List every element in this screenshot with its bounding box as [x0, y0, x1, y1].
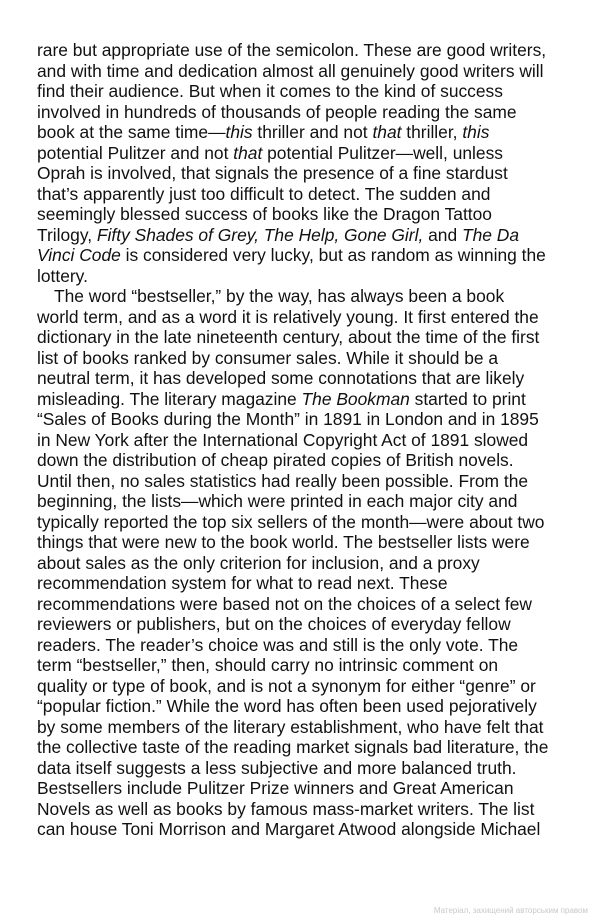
text-line [37, 143, 567, 164]
text-segment: term “bestseller,” then, should carry no intrinsic comment on [37, 655, 499, 675]
text-line [37, 266, 567, 287]
text-line [37, 491, 567, 512]
text-line [37, 512, 567, 533]
text-segment: The word “bestseller,” by the way, has always been a book [54, 286, 505, 306]
text-line [37, 676, 567, 697]
text-line [37, 758, 567, 779]
text-segment: potential Pulitzer—well, unless [262, 142, 503, 163]
text-segment: rare but appropriate use of the semicolon. These are good writers, [37, 40, 547, 60]
text-segment: seemingly blessed success of books like the Dragon Tattoo [37, 204, 492, 224]
italic-text: that [372, 122, 402, 142]
text-line [37, 717, 567, 738]
text-segment: down the distribution of cheap pirated copies of British novels. [37, 450, 514, 470]
text-segment: “Sales of Books during the Month” in 1891 in London and in 1895 [37, 409, 539, 429]
text-line [37, 430, 567, 451]
text-segment: that’s apparently just too difficult to detect. The sudden and [37, 183, 491, 204]
text-segment: things that were new to the book world. The bestseller lists were [37, 532, 530, 552]
text-line [37, 696, 567, 717]
text-line [37, 778, 567, 799]
text-segment: quality or type of book, and is not a synonym for either “genre” or [37, 675, 536, 696]
text-line [37, 327, 567, 348]
text-segment: by some members of the literary establishment, who have felt that [37, 716, 544, 737]
text-line [37, 163, 567, 184]
text-line [37, 286, 567, 307]
text-segment: recommendations were based not on the choices of a select few [37, 593, 532, 614]
text-line [37, 532, 567, 553]
text-segment: Bestsellers include Pulitzer Prize winners and Great American [37, 778, 514, 798]
text-segment: in New York after the International Copyright Act of 1891 slowed [37, 429, 529, 450]
text-segment: Trilogy, [37, 224, 97, 245]
text-line [37, 819, 567, 840]
text-line [37, 61, 567, 82]
text-segment: neutral term, it has developed some connotations that are likely [37, 368, 525, 388]
text-segment: the collective taste of the reading market signals bad literature, the [37, 737, 549, 757]
text-segment: world term, and as a word it is relatively young. It first entered the [37, 306, 539, 327]
italic-text: this [225, 122, 253, 142]
italic-text: Fifty Shades of Grey, The Help, Gone Girl, [96, 224, 424, 245]
text-line [37, 553, 567, 574]
copyright-watermark: Матеріал, захищений авторським правом [433, 906, 588, 915]
body-text [37, 40, 567, 840]
text-segment: reviewers or publishers, but on the choices of everyday fellow [37, 614, 511, 634]
text-line [37, 245, 567, 266]
text-line [37, 102, 567, 123]
text-segment: Until then, no sales statistics had really been possible. From the [37, 470, 529, 491]
text-segment: lottery. [37, 265, 88, 286]
text-line [37, 368, 567, 389]
text-segment: can house Toni Morrison and Margaret Atwood alongside Michael [37, 819, 541, 839]
text-line [37, 225, 567, 246]
text-line [37, 573, 567, 594]
text-line [37, 635, 567, 656]
text-line [37, 122, 567, 143]
text-line [37, 348, 567, 369]
text-segment: Oprah is involved, that signals the presence of a fine stardust [37, 163, 508, 183]
text-segment: started to print [409, 388, 526, 409]
text-line [37, 307, 567, 328]
italic-text: this [462, 122, 490, 142]
text-line [37, 655, 567, 676]
text-segment: recommendation system for what to read next. These [37, 573, 448, 593]
text-segment: involved in hundreds of thousands of people reading the same [37, 101, 517, 122]
italic-text: Vinci Code [37, 245, 121, 265]
text-line [37, 184, 567, 205]
text-line [37, 81, 567, 102]
italic-text: The Bookman [301, 388, 410, 409]
text-segment: book at the same time— [37, 122, 226, 142]
text-segment: typically reported the top six sellers of the month—were about two [37, 511, 545, 532]
text-line [37, 40, 567, 61]
text-segment: dictionary in the late nineteenth century, about the time of the first [37, 327, 540, 347]
text-segment: beginning, the lists—which were printed in each major city and [37, 491, 518, 511]
text-line [37, 614, 567, 635]
text-line [37, 799, 567, 820]
text-line [37, 471, 567, 492]
text-segment: find their audience. But when it comes to the kind of success [37, 81, 503, 101]
text-segment: potential Pulitzer and not [37, 142, 234, 163]
text-segment: thriller, [401, 122, 463, 142]
text-segment: misleading. The literary magazine [37, 388, 302, 409]
italic-text: that [233, 142, 263, 163]
text-segment: about sales as the only criterion for inclusion, and a proxy [37, 552, 480, 573]
text-line [37, 737, 567, 758]
text-segment: and [423, 224, 462, 245]
text-segment: “popular fiction.” While the word has often been used pejoratively [37, 696, 537, 716]
text-segment: and with time and dedication almost all genuinely good writers will [37, 60, 544, 81]
text-line [37, 594, 567, 615]
text-segment: Novels as well as books by famous mass-market writers. The list [37, 798, 535, 819]
italic-text: The Da [461, 224, 520, 245]
text-line [37, 450, 567, 471]
text-segment: readers. The reader’s choice was and still is the only vote. The [37, 634, 519, 655]
text-segment: list of books ranked by consumer sales. While it should be a [37, 347, 499, 368]
text-line [37, 409, 567, 430]
text-line [37, 389, 567, 410]
text-segment: thriller and not [252, 122, 373, 142]
text-segment: data itself suggests a less subjective and more balanced truth. [37, 757, 517, 778]
text-line [37, 204, 567, 225]
text-segment: is considered very lucky, but as random as winning the [120, 245, 546, 265]
